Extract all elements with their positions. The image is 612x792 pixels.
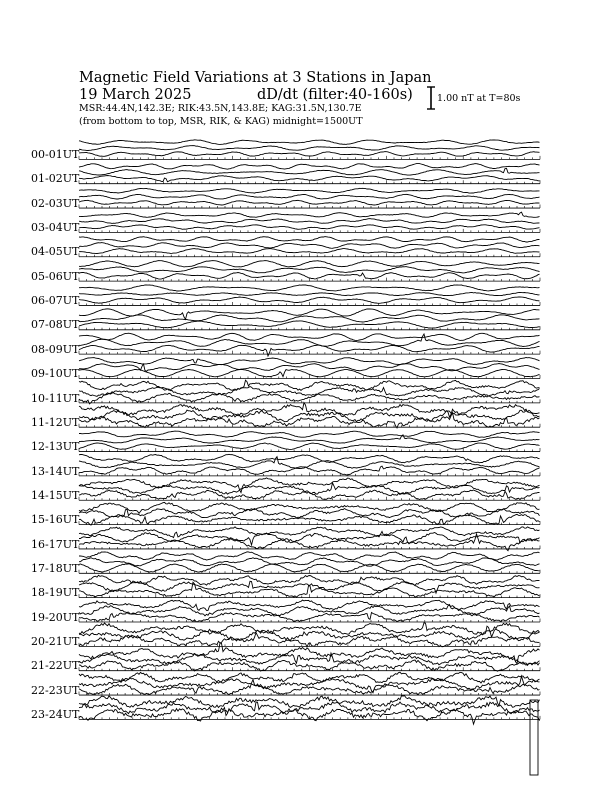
hour-label: 23-24UT <box>31 708 80 722</box>
hour-label: 22-23UT <box>31 683 80 697</box>
hour-label: 05-06UT <box>31 269 80 283</box>
trace-kag <box>79 575 540 585</box>
hour-label: 08-09UT <box>31 342 80 356</box>
hour-label: 10-11UT <box>31 391 80 405</box>
trace-rik <box>79 243 540 249</box>
hour-label: 11-12UT <box>31 415 80 429</box>
hour-label: 00-01UT <box>31 148 80 161</box>
trace-rik <box>79 146 540 151</box>
trace-kag <box>79 333 540 340</box>
hour-label: 17-18UT <box>31 561 80 575</box>
trace-kag <box>79 188 540 193</box>
trace-rik <box>79 315 540 322</box>
trace-kag <box>79 164 540 170</box>
hour-label: 14-15UT <box>31 488 80 502</box>
trace-kag <box>79 212 540 217</box>
trace-kag <box>79 502 540 513</box>
trace-rik <box>79 267 540 273</box>
chart-date: 19 March 2025 <box>79 87 192 103</box>
trace-kag <box>79 309 540 320</box>
trace-kag <box>79 358 540 365</box>
trace-kag <box>79 237 540 242</box>
trace-rik <box>79 293 540 296</box>
chart-component: dD/dt (filter:40-160s) <box>257 87 413 103</box>
station-order-note: (from bottom to top, MSR, RIK, & KAG) midnight=1500UT <box>79 116 363 127</box>
trace-rik <box>79 168 540 175</box>
hour-label: 15-16UT <box>31 513 80 527</box>
hour-label: 03-04UT <box>31 221 80 235</box>
trace-kag <box>79 527 540 538</box>
hour-label: 19-20UT <box>31 610 80 624</box>
hour-label: 16-17UT <box>31 537 80 551</box>
hour-label: 07-08UT <box>31 318 80 332</box>
station-coordinates: MSR:44.4N,142.3E; RIK:43.5N,143.8E; KAG:31.5N,130.7E <box>79 103 362 114</box>
trace-rik <box>79 653 540 665</box>
hour-label: 01-02UT <box>31 172 80 186</box>
scale-bar-label: 1.00 nT at T=80s <box>437 93 521 104</box>
trace-kag <box>79 285 540 291</box>
trace-kag <box>79 261 540 267</box>
trace-rik <box>79 364 540 372</box>
hour-label: 09-10UT <box>31 367 80 381</box>
trace-kag <box>79 552 540 560</box>
hour-label: 20-21UT <box>31 635 80 648</box>
trace-kag <box>79 431 540 437</box>
hour-label: 21-22UT <box>31 659 80 673</box>
trace-kag <box>79 672 540 683</box>
hour-label: 12-13UT <box>31 440 80 454</box>
hour-label: 18-19UT <box>31 586 80 600</box>
hour-label: 04-05UT <box>31 245 80 259</box>
trace-kag <box>79 140 540 145</box>
trace-msr <box>79 249 540 254</box>
trace-msr <box>79 152 540 157</box>
trace-kag <box>79 454 540 463</box>
hour-label: 06-07UT <box>31 294 80 308</box>
trace-rik <box>79 629 540 641</box>
trace-rik <box>79 387 540 397</box>
trace-rik <box>79 219 540 224</box>
hour-label: 13-14UT <box>31 464 80 478</box>
hour-label: 02-03UT <box>31 196 80 210</box>
trace-rik <box>79 194 540 199</box>
chart-title: Magnetic Field Variations at 3 Stations in Japan <box>79 70 432 86</box>
trace-rik <box>79 457 540 469</box>
trace-kag <box>79 696 540 708</box>
trace-msr <box>79 200 540 205</box>
trace-msr <box>79 225 540 230</box>
